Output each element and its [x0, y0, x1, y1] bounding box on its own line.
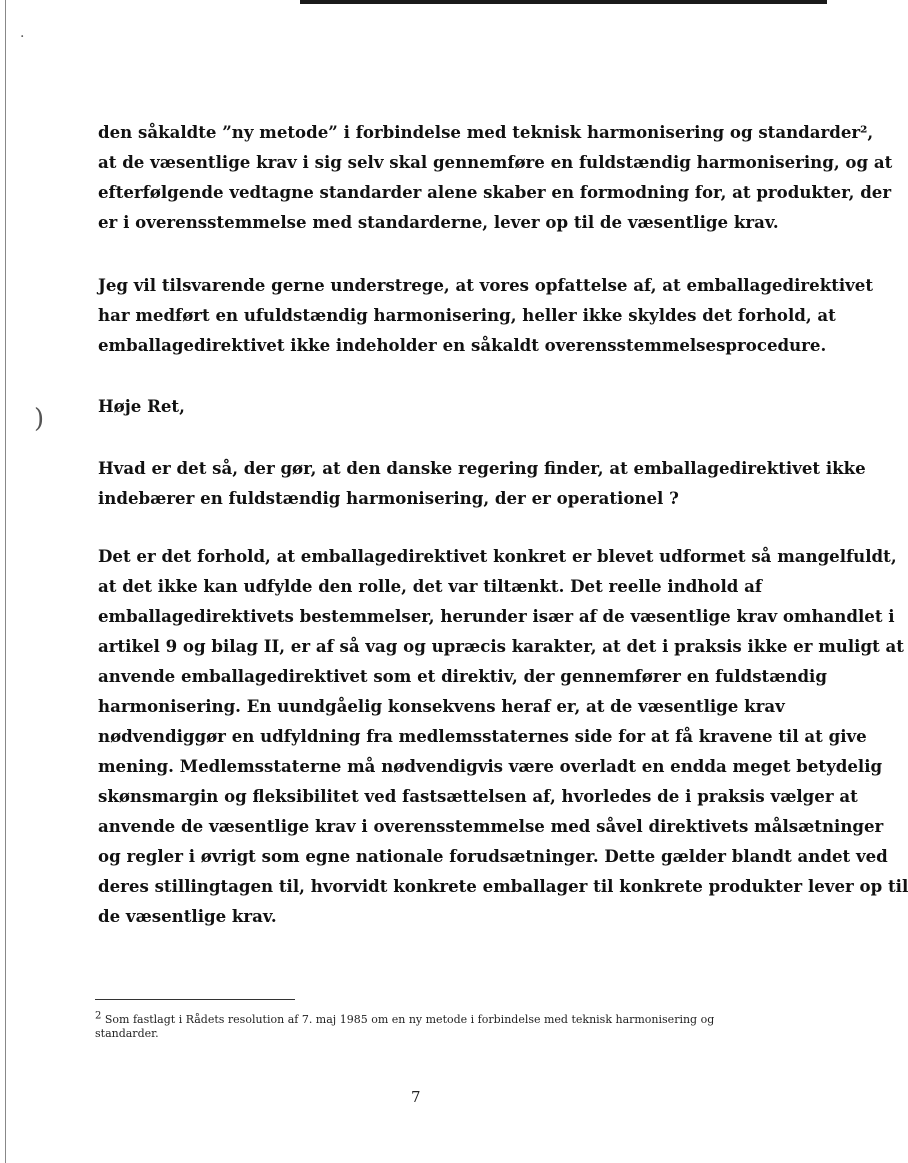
- text-line: harmonisering. En uundgåelig konsekvens heraf er, at de væsentlige krav: [98, 696, 785, 716]
- text-line: anvende emballagedirektivet som et direktiv, der gennemfører en fuldstændig: [98, 666, 827, 686]
- text-line: anvende de væsentlige krav i overensstemmelse med såvel direktivets målsætninger: [98, 816, 884, 836]
- scan-speck: ·: [20, 29, 25, 45]
- text-line: emballagedirektivet ikke indeholder en såkaldt overensstemmelsesprocedure.: [98, 335, 827, 355]
- text-line: mening. Medlemsstaterne må nødvendigvis være overladt en endda meget betydelig: [98, 756, 883, 776]
- text-line: Jeg vil tilsvarende gerne understrege, at vores opfattelse af, at emballagedirektivet: [98, 275, 874, 295]
- text-line: de væsentlige krav.: [98, 906, 277, 926]
- paragraph-p4: [98, 453, 866, 513]
- paragraph-p2: [98, 270, 874, 360]
- footnote-text: Som fastlagt i Rådets resolution af 7. maj 1985 om en ny metode i forbindelse med teknisk harmonisering og standarder.: [95, 1013, 715, 1040]
- footnote-marker: 2: [95, 1010, 102, 1022]
- text-line: den såkaldte ”ny metode” i forbindelse med teknisk harmonisering og standarder²,: [98, 122, 874, 142]
- text-line: Det er det forhold, at emballagedirektivet konkret er blevet udformet så mangelfuldt,: [98, 546, 897, 566]
- page-number: 7: [411, 1088, 421, 1106]
- text-line: efterfølgende vedtagne standarder alene skaber en formodning for, at produkter, der: [98, 182, 892, 202]
- text-line: har medført en ufuldstændig harmonisering, heller ikke skyldes det forhold, at: [98, 305, 836, 325]
- text-line: Hvad er det så, der gør, at den danske regering finder, at emballagedirektivet ikke: [98, 458, 866, 478]
- text-line: skønsmargin og fleksibilitet ved fastsættelsen af, hvorledes de i praksis vælger at: [98, 786, 858, 806]
- text-line: artikel 9 og bilag II, er af så vag og upræcis karakter, at det i praksis ikke er muligt at: [98, 636, 904, 656]
- paragraph-p5: [98, 541, 908, 931]
- footnote-separator: [95, 999, 295, 1000]
- text-line: at de væsentlige krav i sig selv skal gennemføre en fuldstændig harmonisering, og at: [98, 152, 893, 172]
- scan-edge-top: [300, 0, 827, 4]
- paragraph-p1: [98, 117, 893, 237]
- footnote: [95, 1010, 735, 1041]
- text-line: at det ikke kan udfylde den rolle, det var tiltænkt. Det reelle indhold af: [98, 576, 763, 596]
- text-line: er i overensstemmelse med standarderne, lever op til de væsentlige krav.: [98, 212, 779, 232]
- text-line: og regler i øvrigt som egne nationale forudsætninger. Dette gælder blandt andet ved: [98, 846, 888, 866]
- text-line: emballagedirektivets bestemmelser, herunder især af de væsentlige krav omhandlet i: [98, 606, 895, 626]
- text-line: nødvendiggør en udfyldning fra medlemsstaternes side for at få kravene til at give: [98, 726, 867, 746]
- punch-hole-mark: ): [34, 404, 45, 434]
- scan-edge-left: [5, 0, 6, 1163]
- text-line: deres stillingtagen til, hvorvidt konkrete emballager til konkrete produkter lever op til: [98, 876, 908, 896]
- text-line: indebærer en fuldstændig harmonisering, der er operationel ?: [98, 488, 679, 508]
- paragraph-salutation: [98, 391, 763, 421]
- text-line: Høje Ret,: [98, 396, 185, 416]
